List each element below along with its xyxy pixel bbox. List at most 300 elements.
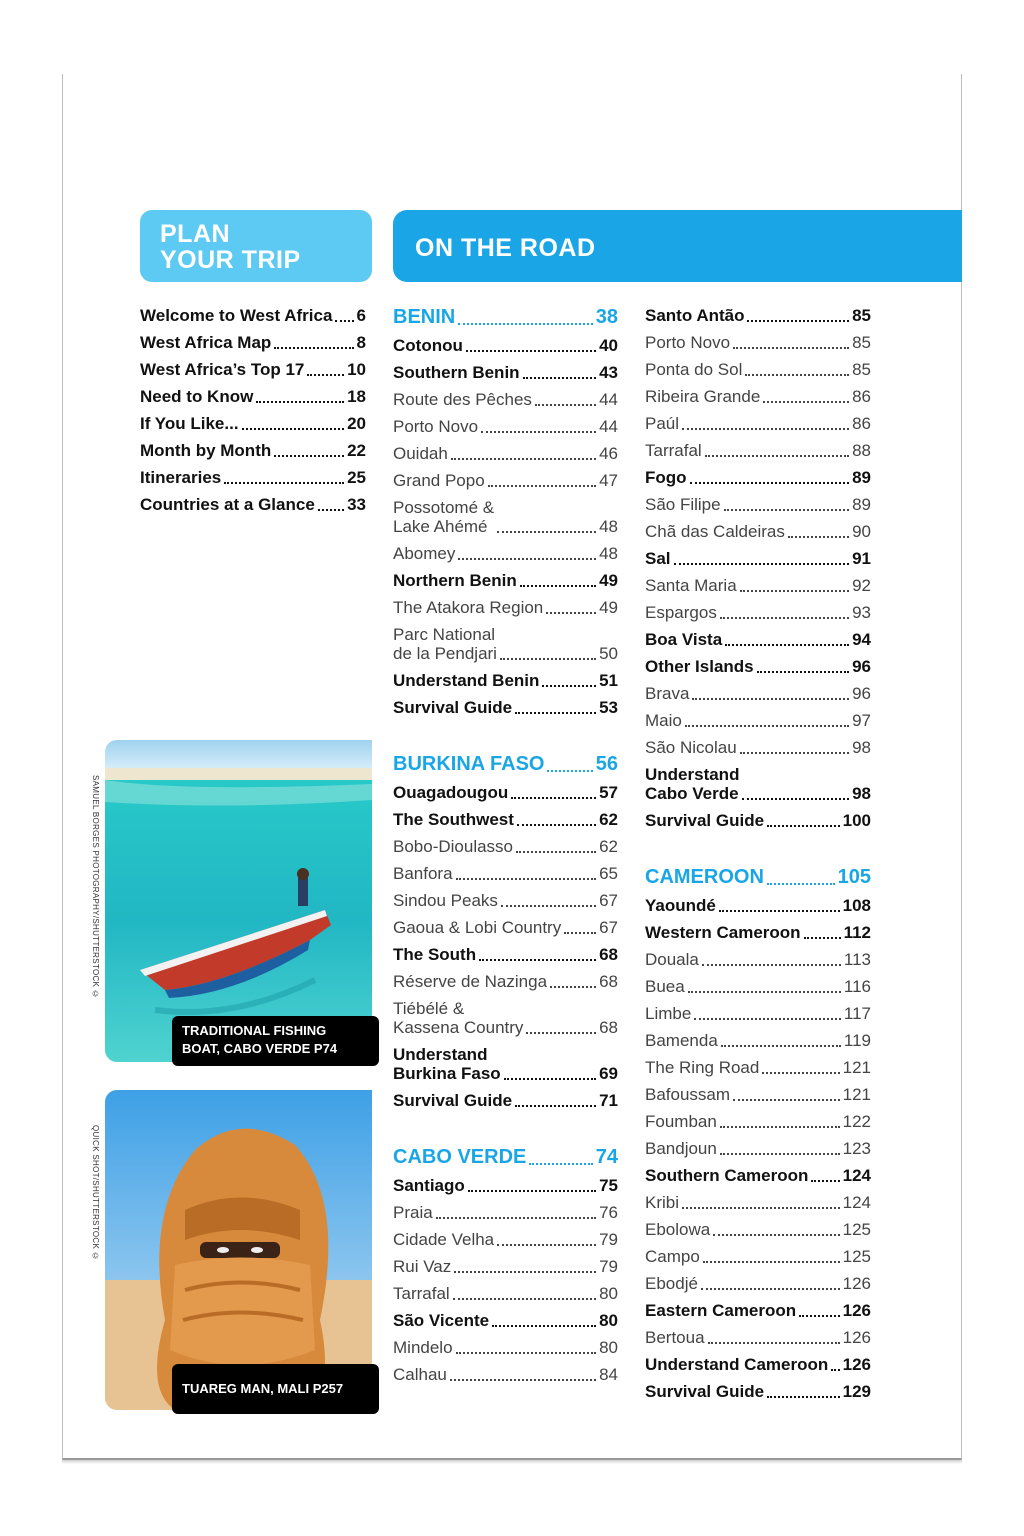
toc-entry-title: Limbe <box>645 1004 692 1023</box>
contents-column-1 <box>393 306 618 1384</box>
toc-entry-banfora <box>393 864 618 883</box>
toc-page-number: 49 <box>599 598 618 617</box>
toc-entry-campo <box>645 1247 871 1266</box>
dot-leader <box>713 1220 839 1236</box>
dot-leader <box>720 1139 840 1155</box>
fishing-boat-photo-credit: SAMUEL BORGES PHOTOGRAPHY/SHUTTERSTOCK © <box>91 775 100 999</box>
dot-leader <box>450 1365 596 1381</box>
toc-entry-abomey <box>393 544 618 563</box>
toc-entry-kribi <box>645 1193 871 1212</box>
toc-entry-title: Southern Cameroon <box>645 1166 809 1185</box>
toc-entry-the-atakora-region <box>393 598 618 617</box>
toc-page-number: 50 <box>599 644 618 663</box>
dot-leader <box>799 1301 839 1317</box>
toc-page-number: 116 <box>843 977 871 996</box>
dot-leader <box>767 1382 840 1398</box>
toc-entry-s-o-filipe <box>645 495 871 514</box>
toc-entry-title: The Ring Road <box>645 1058 760 1077</box>
toc-entry-title: If You Like... <box>140 414 239 433</box>
toc-entry-ouagadougou <box>393 783 618 802</box>
toc-page-number: 68 <box>599 945 618 964</box>
toc-page-number: 48 <box>599 517 618 536</box>
dot-leader <box>335 306 353 322</box>
toc-entry-title: Month by Month <box>140 441 272 460</box>
toc-page-number: 96 <box>852 684 871 703</box>
toc-entry-title: Survival Guide <box>393 1091 513 1110</box>
toc-page-number: 56 <box>595 753 618 775</box>
dot-leader <box>481 417 596 433</box>
toc-page-number: 20 <box>347 414 366 433</box>
toc-entry-title: Sindou Peaks <box>393 891 498 910</box>
dot-leader <box>517 810 596 826</box>
dot-leader <box>307 360 344 376</box>
toc-page-number: 65 <box>599 864 618 883</box>
toc-entry-title: Maio <box>645 711 682 730</box>
toc-entry-s-o-nicolau <box>645 738 871 757</box>
toc-entry-southern-cameroon <box>645 1166 871 1185</box>
toc-entry-title: Need to Know <box>140 387 254 406</box>
plan-your-trip-header <box>140 210 372 282</box>
toc-entry-sal <box>645 549 871 568</box>
toc-page-number: 125 <box>842 1220 871 1239</box>
toc-entry-pa-l <box>645 414 871 433</box>
toc-entry-title: Abomey <box>393 544 456 563</box>
dot-leader <box>788 522 849 538</box>
dot-leader <box>492 1311 596 1327</box>
toc-entry-the-ring-road <box>645 1058 871 1077</box>
toc-entry-title: West Africa Map <box>140 333 272 352</box>
toc-page-number: 86 <box>852 414 871 433</box>
toc-entry-ponta-do-sol <box>645 360 871 379</box>
toc-entry-title: Kribi <box>645 1193 680 1212</box>
dot-leader <box>454 1257 596 1273</box>
dot-leader <box>520 571 596 587</box>
toc-entry-title: Porto Novo <box>393 417 479 436</box>
toc-entry-title: Boa Vista <box>645 630 723 649</box>
toc-entry-sindou-peaks <box>393 891 618 910</box>
toc-entry-title: Réserve de Nazinga <box>393 972 548 991</box>
toc-entry-limbe <box>645 1004 871 1023</box>
toc-entry-ribeira-grande <box>645 387 871 406</box>
dot-leader <box>466 336 596 352</box>
dot-leader <box>831 1355 839 1371</box>
dot-leader <box>456 1338 597 1354</box>
toc-entry-gaoua-lobi-country <box>393 918 618 937</box>
toc-entry-title: Cidade Velha <box>393 1230 495 1249</box>
dot-leader <box>804 923 841 939</box>
toc-entry-title: Calhau <box>393 1365 447 1384</box>
plan-header-text: PLAN YOUR TRIP <box>160 220 301 274</box>
dot-leader <box>702 950 841 966</box>
dot-leader <box>674 549 850 565</box>
toc-entry-title: Welcome to West Africa <box>140 306 333 325</box>
dot-leader <box>767 811 840 827</box>
toc-page-number: 43 <box>599 363 618 382</box>
dot-leader <box>535 390 596 406</box>
dot-leader <box>692 684 849 700</box>
dot-leader <box>453 1284 596 1300</box>
toc-entry-route-des-p-ches <box>393 390 618 409</box>
toc-page-number: 126 <box>842 1301 871 1320</box>
dot-leader <box>703 1247 840 1263</box>
toc-page-number: 98 <box>852 784 871 803</box>
fishing-boat-illustration <box>105 740 372 1062</box>
dot-leader <box>747 306 849 322</box>
toc-entry-tarrafal <box>393 1284 618 1303</box>
dot-leader <box>515 1091 596 1107</box>
toc-entry-title: Yaoundé <box>645 896 716 915</box>
dot-leader <box>564 918 596 934</box>
toc-page-number: 85 <box>852 333 871 352</box>
toc-entry-r-serve-de-nazinga <box>393 972 618 991</box>
toc-page-number: 33 <box>347 495 366 514</box>
toc-entry-ti-b-l-kassena-country <box>393 999 618 1037</box>
toc-entry-countries-at-a-glance <box>140 495 366 514</box>
toc-entry-title: Sal <box>645 549 671 568</box>
dot-leader <box>488 471 596 487</box>
toc-entry-douala <box>645 950 871 969</box>
toc-entry-title: Praia <box>393 1203 433 1222</box>
dot-leader <box>318 495 344 511</box>
toc-page-number: 122 <box>842 1112 871 1131</box>
toc-entry-calhau <box>393 1365 618 1384</box>
toc-entry-title: The South <box>393 945 477 964</box>
dot-leader <box>526 1018 596 1034</box>
toc-entry-buea <box>645 977 871 996</box>
dot-leader <box>274 441 344 457</box>
toc-entry-survival-guide <box>393 698 618 717</box>
toc-entry-title: São Vicente <box>393 1311 490 1330</box>
toc-page-number: 105 <box>837 866 871 888</box>
toc-entry-praia <box>393 1203 618 1222</box>
toc-entry-month-by-month <box>140 441 366 460</box>
tuareg-man-illustration <box>105 1090 372 1410</box>
toc-entry-itineraries <box>140 468 366 487</box>
toc-entry-parc-national-de-la-pendjari <box>393 625 618 663</box>
toc-entry-understand-benin <box>393 671 618 690</box>
toc-entry-southern-benin <box>393 363 618 382</box>
toc-entry-title: Tarrafal <box>645 441 702 460</box>
toc-entry-santiago <box>393 1176 618 1195</box>
fishing-boat-caption: TRADITIONAL FISHING BOAT, CABO VERDE P74 <box>172 1016 379 1066</box>
toc-entry-title: Rui Vaz <box>393 1257 452 1276</box>
dot-leader <box>501 891 596 907</box>
dot-leader <box>720 1112 840 1128</box>
toc-entry-title: Banfora <box>393 864 453 883</box>
toc-entry-title: Bafoussam <box>645 1085 731 1104</box>
toc-page-number: 85 <box>852 306 871 325</box>
toc-entry-title: Brava <box>645 684 690 703</box>
dot-leader <box>685 711 849 727</box>
toc-entry-title: CABO VERDE <box>393 1146 527 1168</box>
toc-page-number: 71 <box>599 1091 618 1110</box>
toc-entry-title: Mindelo <box>393 1338 453 1357</box>
toc-entry-bertoua <box>645 1328 871 1347</box>
toc-page-number: 96 <box>852 657 871 676</box>
toc-entry-title: Understand Benin <box>393 671 540 690</box>
dot-leader <box>479 945 596 961</box>
dot-leader <box>725 630 849 646</box>
toc-page-number: 44 <box>599 417 618 436</box>
toc-page-number: 112 <box>843 923 871 942</box>
toc-entry-western-cameroon <box>645 923 871 942</box>
dot-leader <box>451 444 596 460</box>
toc-entry-title: BURKINA FASO <box>393 753 545 775</box>
toc-entry-title: Bamenda <box>645 1031 718 1050</box>
toc-entry-foumban <box>645 1112 871 1131</box>
toc-page-number: 68 <box>599 972 618 991</box>
toc-entry-cabo-verde <box>393 1146 618 1168</box>
toc-entry-maio <box>645 711 871 730</box>
dot-leader <box>511 783 596 799</box>
toc-entry-title: Ribeira Grande <box>645 387 761 406</box>
toc-page-number: 90 <box>852 522 871 541</box>
toc-entry-ebodj <box>645 1274 871 1293</box>
toc-entry-cidade-velha <box>393 1230 618 1249</box>
toc-entry-title: Survival Guide <box>645 1382 765 1401</box>
dot-leader <box>701 1274 840 1290</box>
toc-page-number: 92 <box>852 576 871 595</box>
toc-page-number: 22 <box>347 441 366 460</box>
dot-leader <box>705 441 849 457</box>
toc-entry-title: Santiago <box>393 1176 465 1195</box>
toc-entry-title: Understand Cabo Verde <box>645 765 740 803</box>
tuareg-man-caption: TUAREG MAN, MALI P257 <box>172 1364 379 1414</box>
toc-page-number: 117 <box>843 1004 871 1023</box>
toc-entry-rui-vaz <box>393 1257 618 1276</box>
toc-page-number: 121 <box>842 1085 871 1104</box>
toc-page-number: 93 <box>852 603 871 622</box>
toc-entry-s-o-vicente <box>393 1311 618 1330</box>
toc-page-number: 86 <box>852 387 871 406</box>
toc-entry-title: Route des Pêches <box>393 390 532 409</box>
dot-leader <box>242 414 345 430</box>
toc-page-number: 76 <box>599 1203 618 1222</box>
toc-entry-title: Ouidah <box>393 444 448 463</box>
dot-leader <box>762 1058 839 1074</box>
toc-entry-santa-maria <box>645 576 871 595</box>
toc-page-number: 80 <box>599 1311 618 1330</box>
dot-leader <box>456 864 597 880</box>
toc-page-number: 51 <box>599 671 618 690</box>
on-the-road-header <box>393 210 962 282</box>
dot-leader <box>274 333 353 349</box>
toc-entry-title: Douala <box>645 950 699 969</box>
dot-leader <box>724 495 849 511</box>
toc-entry-ebolowa <box>645 1220 871 1239</box>
toc-entry-title: Porto Novo <box>645 333 731 352</box>
toc-entry-bafoussam <box>645 1085 871 1104</box>
toc-page-number: 18 <box>347 387 366 406</box>
toc-page-number: 80 <box>599 1338 618 1357</box>
toc-page-number: 44 <box>599 390 618 409</box>
toc-entry-porto-novo <box>393 417 618 436</box>
dot-leader <box>497 517 596 533</box>
dot-leader <box>542 671 596 687</box>
toc-entry-santo-ant-o <box>645 306 871 325</box>
toc-page-number: 124 <box>842 1193 871 1212</box>
toc-page-number: 8 <box>356 333 366 352</box>
dot-leader <box>719 896 840 912</box>
toc-entry-brava <box>645 684 871 703</box>
toc-entry-title: São Nicolau <box>645 738 737 757</box>
toc-entry-understand-cabo-verde <box>645 765 871 803</box>
toc-entry-bobo-dioulasso <box>393 837 618 856</box>
toc-entry-title: Cotonou <box>393 336 463 355</box>
dot-leader <box>720 603 849 619</box>
dot-leader <box>742 784 849 800</box>
dot-leader <box>468 1176 596 1192</box>
toc-entry-title: Eastern Cameroon <box>645 1301 797 1320</box>
toc-page-number: 94 <box>852 630 871 649</box>
toc-entry-need-to-know <box>140 387 366 406</box>
dot-leader <box>497 1230 596 1246</box>
toc-entry-title: Fogo <box>645 468 687 487</box>
toc-entry-title: Understand Cameroon <box>645 1355 829 1374</box>
toc-entry-if-you-like <box>140 414 366 433</box>
toc-page-number: 38 <box>595 306 618 328</box>
toc-entry-title: BENIN <box>393 306 456 328</box>
toc-entry-survival-guide <box>393 1091 618 1110</box>
dot-leader <box>516 837 596 853</box>
dot-leader <box>546 598 596 614</box>
toc-page-number: 68 <box>599 1018 618 1037</box>
toc-page-number: 48 <box>599 544 618 563</box>
toc-page-number: 57 <box>599 783 618 802</box>
toc-entry-yaound <box>645 896 871 915</box>
dot-leader <box>688 977 841 993</box>
dot-leader <box>690 468 850 484</box>
dot-leader <box>708 1328 840 1344</box>
toc-entry-title: Survival Guide <box>645 811 765 830</box>
toc-entry-title: Bertoua <box>645 1328 705 1347</box>
toc-page-number: 79 <box>599 1257 618 1276</box>
toc-entry-bandjoun <box>645 1139 871 1158</box>
toc-entry-benin <box>393 306 618 328</box>
toc-page-number: 47 <box>599 471 618 490</box>
dot-leader <box>733 333 849 349</box>
toc-entry-title: Grand Popo <box>393 471 485 490</box>
tuareg-man-photo <box>105 1090 372 1410</box>
toc-entry-title: Buea <box>645 977 685 996</box>
dot-leader <box>256 387 344 403</box>
toc-page-number: 88 <box>852 441 871 460</box>
toc-entry-title: Southern Benin <box>393 363 520 382</box>
toc-entry-bamenda <box>645 1031 871 1050</box>
toc-entry-title: Tiébélé & Kassena Country <box>393 999 524 1037</box>
toc-page-number: 108 <box>842 896 871 915</box>
toc-entry-tarrafal <box>645 441 871 460</box>
toc-page-number: 40 <box>599 336 618 355</box>
dot-leader <box>224 468 344 484</box>
road-header-text: ON THE ROAD <box>415 234 596 262</box>
dot-leader <box>458 309 593 325</box>
toc-entry-title: São Filipe <box>645 495 721 514</box>
dot-leader <box>515 698 596 714</box>
dot-leader <box>733 1085 840 1101</box>
toc-entry-survival-guide <box>645 811 871 830</box>
toc-entry-ouidah <box>393 444 618 463</box>
toc-entry-grand-popo <box>393 471 618 490</box>
toc-page-number: 121 <box>842 1058 871 1077</box>
toc-page-number: 74 <box>595 1146 618 1168</box>
toc-entry-title: Santo Antão <box>645 306 745 325</box>
toc-entry-title: Gaoua & Lobi Country <box>393 918 562 937</box>
toc-page-number: 97 <box>852 711 871 730</box>
dot-leader <box>811 1166 839 1182</box>
toc-page-number: 129 <box>842 1382 871 1401</box>
plan-trip-list <box>140 306 366 514</box>
toc-entry-title: Foumban <box>645 1112 717 1131</box>
toc-entry-survival-guide <box>645 1382 871 1401</box>
toc-entry-mindelo <box>393 1338 618 1357</box>
toc-entry-title: Countries at a Glance <box>140 495 315 514</box>
toc-entry-understand-burkina-faso <box>393 1045 618 1083</box>
toc-entry-title: The Atakora Region <box>393 598 544 617</box>
toc-page-number: 98 <box>852 738 871 757</box>
toc-entry-title: CAMEROON <box>645 866 764 888</box>
dot-leader <box>682 414 849 430</box>
toc-page-number: 123 <box>842 1139 871 1158</box>
toc-page-number: 79 <box>599 1230 618 1249</box>
fishing-boat-photo <box>105 740 372 1062</box>
toc-entry-title: Campo <box>645 1247 700 1266</box>
dot-leader <box>682 1193 840 1209</box>
dot-leader <box>523 363 597 379</box>
toc-entry-title: Possotomé & Lake Ahémé <box>393 498 495 536</box>
toc-entry-welcome-to-west-africa <box>140 306 366 325</box>
toc-entry-espargos <box>645 603 871 622</box>
toc-page-number: 89 <box>852 495 871 514</box>
toc-page-number: 53 <box>599 698 618 717</box>
dot-leader <box>721 1031 841 1047</box>
toc-page-number: 62 <box>599 837 618 856</box>
dot-leader <box>529 1149 592 1165</box>
dot-leader <box>757 657 849 673</box>
toc-entry-title: Parc National de la Pendjari <box>393 625 497 663</box>
toc-page-number: 85 <box>852 360 871 379</box>
toc-entry-title: Paúl <box>645 414 680 433</box>
toc-page-number: 25 <box>347 468 366 487</box>
toc-page-number: 69 <box>599 1064 618 1083</box>
toc-entry-eastern-cameroon <box>645 1301 871 1320</box>
dot-leader <box>500 644 596 660</box>
toc-page-number: 113 <box>843 950 871 969</box>
toc-entry-title: Santa Maria <box>645 576 737 595</box>
toc-entry-porto-novo <box>645 333 871 352</box>
tuareg-man-photo-credit: QUICK SHOT/SHUTTERSTOCK © <box>91 1125 100 1261</box>
toc-entry-cameroon <box>645 866 871 888</box>
dot-leader <box>767 869 835 885</box>
toc-page-number: 49 <box>599 571 618 590</box>
toc-entry-title: The Southwest <box>393 810 514 829</box>
dot-leader <box>436 1203 596 1219</box>
toc-page-number: 126 <box>842 1355 871 1374</box>
dot-leader <box>458 544 596 560</box>
toc-entry-title: Understand Burkina Faso <box>393 1045 501 1083</box>
toc-page-number: 100 <box>842 811 871 830</box>
toc-page-number: 125 <box>842 1247 871 1266</box>
dot-leader <box>504 1064 596 1080</box>
toc-entry-title: Ponta do Sol <box>645 360 743 379</box>
toc-entry-title: Tarrafal <box>393 1284 450 1303</box>
toc-page-number: 46 <box>599 444 618 463</box>
toc-entry-burkina-faso <box>393 753 618 775</box>
dot-leader <box>694 1004 841 1020</box>
toc-page-number: 84 <box>599 1365 618 1384</box>
toc-entry-title: Chã das Caldeiras <box>645 522 785 541</box>
toc-entry-fogo <box>645 468 871 487</box>
